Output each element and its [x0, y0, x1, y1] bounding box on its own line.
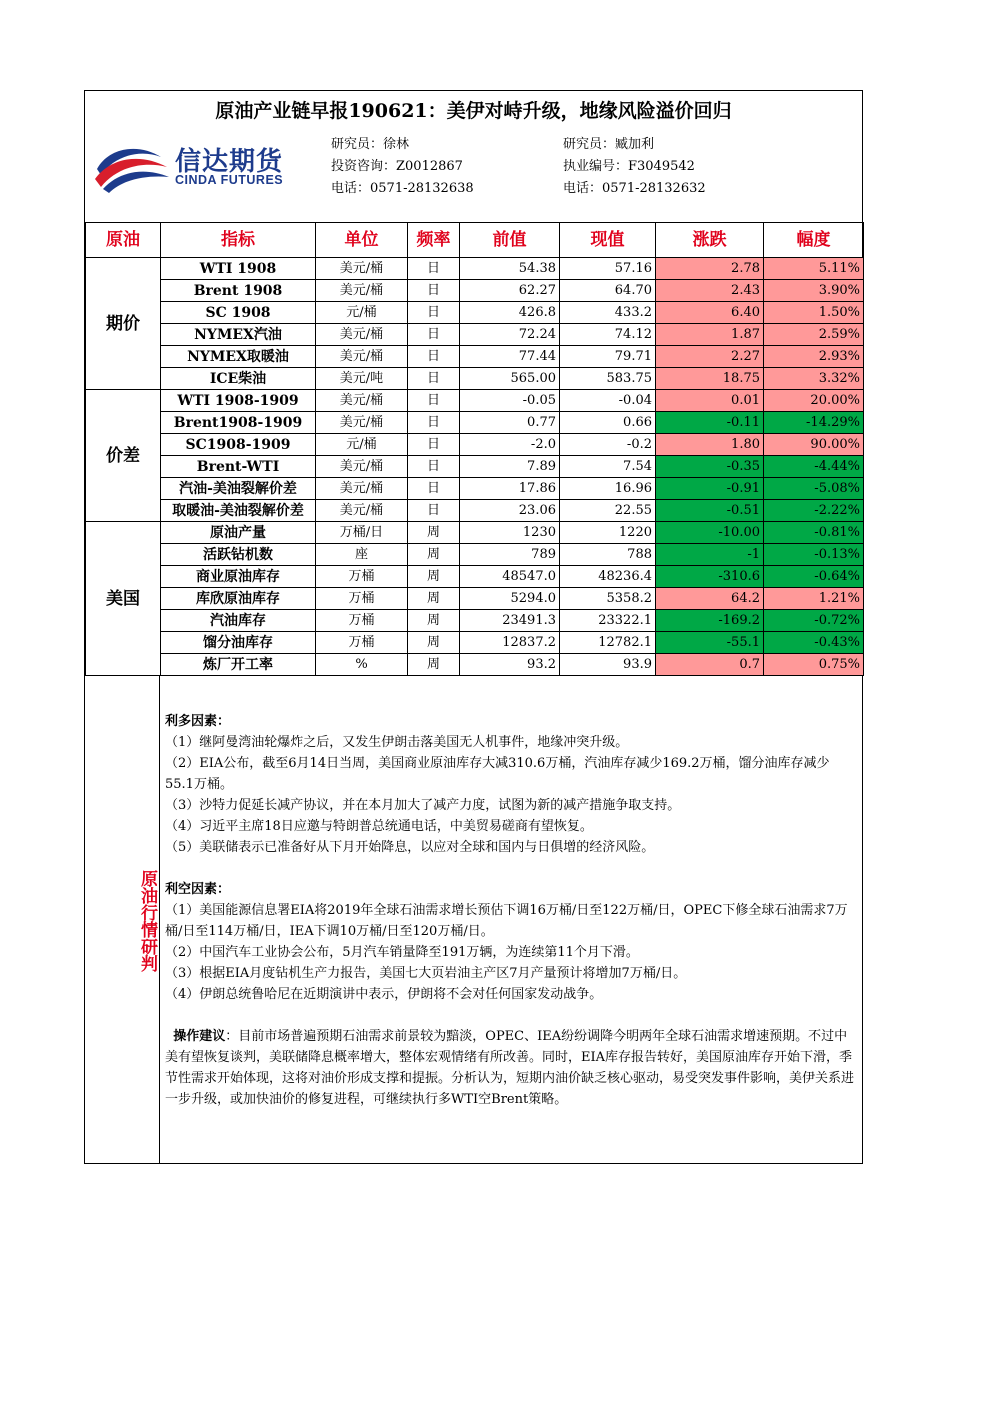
current-value-cell: 1220	[560, 522, 656, 544]
bull-factor-item: （1）继阿曼湾油轮爆炸之后，又发生伊朗击落美国无人机事件，地缘冲突升级。	[165, 735, 629, 750]
table-body	[86, 258, 864, 676]
frequency-cell: 日	[408, 368, 460, 390]
unit-cell: 元/桶	[316, 434, 408, 456]
table-row	[86, 434, 864, 456]
previous-value-cell: -2.0	[460, 434, 560, 456]
change-cell: 0.01	[656, 390, 764, 412]
bull-factor-item: （4）习近平主席18日应邀与特朗普总统通电话，中美贸易磋商有望恢复。	[165, 819, 593, 834]
previous-value-cell: 565.00	[460, 368, 560, 390]
advice-text: ：目前市场普遍预期石油需求前景较为黯淡，OPEC、IEA纷纷调降今明两年全球石油需求增速预期。不过中美有望恢复谈判，美联储降息概率增大，整体宏观情绪有所改善。同时，EIA库存报告转好，美国原油库存开始下滑，季节性需求开始体现，这将对油价形成支撑和提振。分析认为，短期内油价缺乏核心驱动，易受突发事件影响，美伊关系进一步升级，或加快油价的修复进程，可继续执行多WTI空Brent策略。	[165, 1029, 855, 1107]
percent-change-cell: 1.21%	[764, 588, 864, 610]
previous-value-cell: 426.8	[460, 302, 560, 324]
percent-change-cell: 3.32%	[764, 368, 864, 390]
bear-factors-heading: 利空因素：	[165, 882, 231, 897]
change-cell: 6.40	[656, 302, 764, 324]
current-value-cell: 433.2	[560, 302, 656, 324]
frequency-cell: 周	[408, 544, 460, 566]
previous-value-cell: 1230	[460, 522, 560, 544]
group-label: 价差	[86, 390, 161, 522]
col-header-indicator: 指标	[161, 223, 316, 258]
indicator-cell: 汽油库存	[161, 610, 316, 632]
col-header-crude: 原油	[86, 223, 161, 258]
current-value-cell: 788	[560, 544, 656, 566]
indicator-cell: 汽油-美油裂解价差	[161, 478, 316, 500]
cinda-swoosh-icon	[91, 139, 171, 195]
table-row	[86, 632, 864, 654]
indicator-cell: 炼厂开工率	[161, 654, 316, 676]
frequency-cell: 周	[408, 566, 460, 588]
table-row	[86, 566, 864, 588]
table-row	[86, 258, 864, 280]
col-header-percent: 幅度	[764, 223, 864, 258]
percent-change-cell: 3.90%	[764, 280, 864, 302]
percent-change-cell: 2.93%	[764, 346, 864, 368]
frequency-cell: 周	[408, 610, 460, 632]
report-title: 原油产业链早报190621：美伊对峙升级，地缘风险溢价回归	[215, 100, 732, 122]
previous-value-cell: 54.38	[460, 258, 560, 280]
indicator-cell: 取暖油-美油裂解价差	[161, 500, 316, 522]
analysis-text	[165, 711, 855, 1110]
col-header-previous: 前值	[460, 223, 560, 258]
report-frame	[84, 90, 863, 1164]
bear-factor-item: （4）伊朗总统鲁哈尼在近期演讲中表示，伊朗将不会对任何国家发动战争。	[165, 987, 603, 1002]
change-cell: -0.35	[656, 456, 764, 478]
indicator-cell: 活跃钻机数	[161, 544, 316, 566]
table-row	[86, 412, 864, 434]
group-label: 美国	[86, 522, 161, 676]
change-cell: -0.51	[656, 500, 764, 522]
previous-value-cell: 62.27	[460, 280, 560, 302]
frequency-cell: 日	[408, 456, 460, 478]
previous-value-cell: 23.06	[460, 500, 560, 522]
table-row	[86, 346, 864, 368]
table-row	[86, 280, 864, 302]
frequency-cell: 周	[408, 522, 460, 544]
previous-value-cell: 72.24	[460, 324, 560, 346]
change-cell: 18.75	[656, 368, 764, 390]
table-row	[86, 456, 864, 478]
indicator-cell: SC1908-1909	[161, 434, 316, 456]
unit-cell: 美元/桶	[316, 390, 408, 412]
current-value-cell: 5358.2	[560, 588, 656, 610]
previous-value-cell: 48547.0	[460, 566, 560, 588]
unit-cell: 美元/桶	[316, 500, 408, 522]
indicator-cell: 库欣原油库存	[161, 588, 316, 610]
col-header-frequency: 频率	[408, 223, 460, 258]
bear-factor-item: （1）美国能源信息署EIA将2019年全球石油需求增长预估下调16万桶/日至122万桶/日，OPEC下修全球石油需求7万桶/日至114万桶/日，IEA下调10万桶/日至120万桶/日。	[165, 903, 848, 939]
previous-value-cell: 7.89	[460, 456, 560, 478]
percent-change-cell: 20.00%	[764, 390, 864, 412]
current-value-cell: -0.04	[560, 390, 656, 412]
frequency-cell: 日	[408, 346, 460, 368]
previous-value-cell: 77.44	[460, 346, 560, 368]
current-value-cell: 74.12	[560, 324, 656, 346]
unit-cell: 美元/桶	[316, 258, 408, 280]
frequency-cell: 日	[408, 258, 460, 280]
frequency-cell: 日	[408, 412, 460, 434]
frequency-cell: 日	[408, 280, 460, 302]
data-table	[85, 222, 864, 676]
unit-cell: 元/桶	[316, 302, 408, 324]
bear-factor-item: （2）中国汽车工业协会公布，5月汽车销量降至191万辆，为连续第11个月下滑。	[165, 945, 639, 960]
change-cell: 2.78	[656, 258, 764, 280]
current-value-cell: 0.66	[560, 412, 656, 434]
previous-value-cell: 5294.0	[460, 588, 560, 610]
percent-change-cell: -4.44%	[764, 456, 864, 478]
frequency-cell: 周	[408, 654, 460, 676]
percent-change-cell: 1.50%	[764, 302, 864, 324]
change-cell: -310.6	[656, 566, 764, 588]
current-value-cell: 7.54	[560, 456, 656, 478]
percent-change-cell: -0.13%	[764, 544, 864, 566]
unit-cell: 万桶/日	[316, 522, 408, 544]
table-row	[86, 478, 864, 500]
indicator-cell: 馏分油库存	[161, 632, 316, 654]
percent-change-cell: 5.11%	[764, 258, 864, 280]
change-cell: -1	[656, 544, 764, 566]
phone: 电话：0571-28132632	[563, 181, 706, 196]
indicator-cell: WTI 1908	[161, 258, 316, 280]
indicator-cell: Brent 1908	[161, 280, 316, 302]
phone: 电话：0571-28132638	[331, 181, 474, 196]
previous-value-cell: 93.2	[460, 654, 560, 676]
percent-change-cell: -0.72%	[764, 610, 864, 632]
col-header-current: 现值	[560, 223, 656, 258]
percent-change-cell: -5.08%	[764, 478, 864, 500]
percent-change-cell: -0.64%	[764, 566, 864, 588]
percent-change-cell: -2.22%	[764, 500, 864, 522]
indicator-cell: Brent-WTI	[161, 456, 316, 478]
researcher-info-right	[563, 134, 706, 200]
change-cell: 64.2	[656, 588, 764, 610]
frequency-cell: 周	[408, 632, 460, 654]
change-cell: 2.27	[656, 346, 764, 368]
current-value-cell: -0.2	[560, 434, 656, 456]
current-value-cell: 48236.4	[560, 566, 656, 588]
indicator-cell: NYMEX取暖油	[161, 346, 316, 368]
consult-id: 投资咨询：Z0012867	[331, 159, 463, 174]
current-value-cell: 22.55	[560, 500, 656, 522]
table-row	[86, 302, 864, 324]
change-cell: -0.11	[656, 412, 764, 434]
bull-factor-item: （2）EIA公布，截至6月14日当周，美国商业原油库存大减310.6万桶，汽油库存减少169.2万桶，馏分油库存减少55.1万桶。	[165, 756, 830, 792]
indicator-cell: NYMEX汽油	[161, 324, 316, 346]
analysis-label-text: 原油行情研判	[137, 869, 157, 972]
current-value-cell: 23322.1	[560, 610, 656, 632]
current-value-cell: 64.70	[560, 280, 656, 302]
advice-heading: 操作建议	[173, 1029, 226, 1044]
unit-cell: 万桶	[316, 588, 408, 610]
researcher-info-left	[331, 134, 474, 200]
change-cell: -169.2	[656, 610, 764, 632]
unit-cell: 座	[316, 544, 408, 566]
unit-cell: 万桶	[316, 610, 408, 632]
unit-cell: 美元/桶	[316, 456, 408, 478]
unit-cell: 美元/吨	[316, 368, 408, 390]
percent-change-cell: -0.81%	[764, 522, 864, 544]
percent-change-cell: -14.29%	[764, 412, 864, 434]
change-cell: -55.1	[656, 632, 764, 654]
change-cell: -0.91	[656, 478, 764, 500]
unit-cell: 美元/桶	[316, 324, 408, 346]
percent-change-cell: 2.59%	[764, 324, 864, 346]
logo-chinese-name: 信达期货	[175, 147, 284, 177]
previous-value-cell: -0.05	[460, 390, 560, 412]
col-header-unit: 单位	[316, 223, 408, 258]
group-label: 期价	[86, 258, 161, 390]
cinda-logo	[91, 137, 291, 197]
col-header-change: 涨跌	[656, 223, 764, 258]
current-value-cell: 12782.1	[560, 632, 656, 654]
bear-factor-item: （3）根据EIA月度钻机生产力报告，美国七大页岩油主产区7月产量预计将增加7万桶/日。	[165, 966, 687, 981]
indicator-cell: WTI 1908-1909	[161, 390, 316, 412]
current-value-cell: 583.75	[560, 368, 656, 390]
current-value-cell: 93.9	[560, 654, 656, 676]
table-row	[86, 654, 864, 676]
current-value-cell: 16.96	[560, 478, 656, 500]
operation-advice	[165, 1026, 855, 1110]
frequency-cell: 周	[408, 588, 460, 610]
unit-cell: %	[316, 654, 408, 676]
bull-factor-item: （3）沙特力促延长减产协议，并在本月加大了减产力度，试图为新的减产措施争取支持。	[165, 798, 681, 813]
indicator-cell: Brent1908-1909	[161, 412, 316, 434]
frequency-cell: 日	[408, 390, 460, 412]
unit-cell: 万桶	[316, 632, 408, 654]
previous-value-cell: 0.77	[460, 412, 560, 434]
previous-value-cell: 17.86	[460, 478, 560, 500]
table-row	[86, 588, 864, 610]
indicator-cell: SC 1908	[161, 302, 316, 324]
change-cell: 2.43	[656, 280, 764, 302]
table-header-row	[86, 223, 864, 258]
change-cell: 0.7	[656, 654, 764, 676]
frequency-cell: 日	[408, 500, 460, 522]
current-value-cell: 79.71	[560, 346, 656, 368]
unit-cell: 万桶	[316, 566, 408, 588]
previous-value-cell: 789	[460, 544, 560, 566]
percent-change-cell: 0.75%	[764, 654, 864, 676]
indicator-cell: 商业原油库存	[161, 566, 316, 588]
change-cell: 1.80	[656, 434, 764, 456]
current-value-cell: 57.16	[560, 258, 656, 280]
percent-change-cell: -0.43%	[764, 632, 864, 654]
table-row	[86, 368, 864, 390]
unit-cell: 美元/桶	[316, 280, 408, 302]
indicator-cell: ICE柴油	[161, 368, 316, 390]
table-row	[86, 610, 864, 632]
frequency-cell: 日	[408, 478, 460, 500]
bull-factor-item: （5）美联储表示已准备好从下月开始降息，以应对全球和国内与日俱增的经济风险。	[165, 840, 655, 855]
unit-cell: 美元/桶	[316, 346, 408, 368]
analysis-section-label	[85, 675, 160, 1164]
bull-factors-heading: 利多因素：	[165, 714, 231, 729]
previous-value-cell: 23491.3	[460, 610, 560, 632]
table-row	[86, 324, 864, 346]
researcher-name: 研究员：臧加利	[563, 137, 655, 152]
frequency-cell: 日	[408, 324, 460, 346]
unit-cell: 美元/桶	[316, 412, 408, 434]
frequency-cell: 日	[408, 434, 460, 456]
frequency-cell: 日	[408, 302, 460, 324]
indicator-cell: 原油产量	[161, 522, 316, 544]
table-row	[86, 544, 864, 566]
change-cell: -10.00	[656, 522, 764, 544]
table-row	[86, 390, 864, 412]
change-cell: 1.87	[656, 324, 764, 346]
previous-value-cell: 12837.2	[460, 632, 560, 654]
percent-change-cell: 90.00%	[764, 434, 864, 456]
license-id: 执业编号：F3049542	[563, 159, 695, 174]
table-row	[86, 500, 864, 522]
logo-english-name: CINDA FUTURES	[175, 173, 284, 187]
unit-cell: 美元/桶	[316, 478, 408, 500]
researcher-name: 研究员：徐林	[331, 137, 410, 152]
table-row	[86, 522, 864, 544]
